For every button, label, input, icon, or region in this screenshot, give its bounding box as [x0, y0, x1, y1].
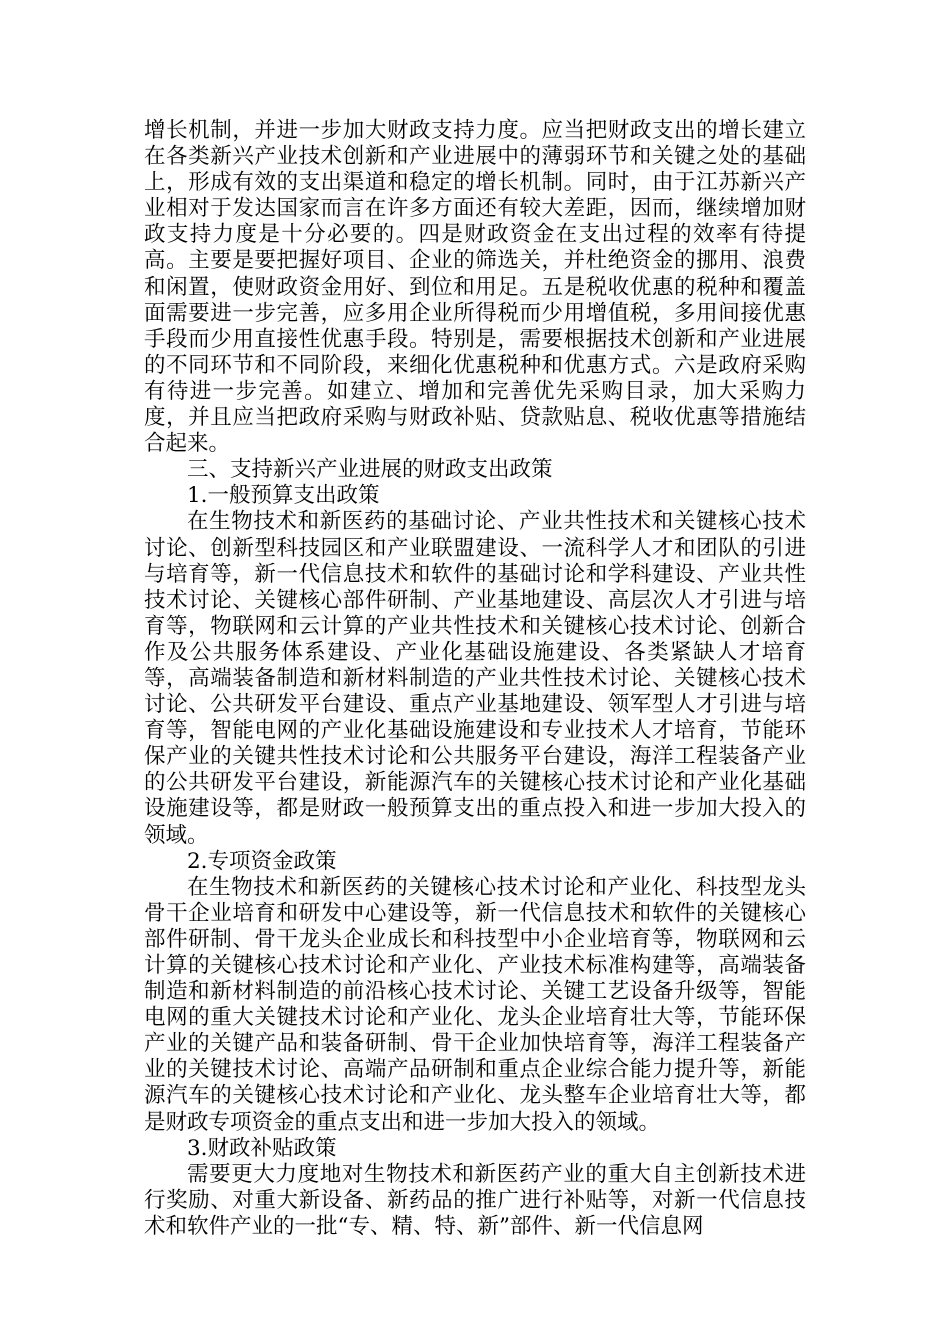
subsection-heading: 3.财政补贴政策 [187, 1135, 337, 1161]
body-paragraph: 增长机制，并进一步加大财政支持力度。应当把财政支出的增长建立在各类新兴产业技术创新和产业进展中的薄弱环节和关键之处的基础上，形成有效的支出渠道和稳定的增长机制。同时，由于江苏新兴产业相对于发达国家而言在许多方面还有较大差距，因而，继续增加财政支持力度是十分必要的。四是财政资金在支出过程的效率有待提高。主要是要把握好项目、企业的筛选关，并杜绝资金的挪用、浪费和闲置，使财政资金用好、到位和用足。五是税收优惠的税种和覆盖面需要进一步完善，应多用企业所得税而少用增值税，多用间接优惠手段而少用直接性优惠手段。特别是，需要根据技术创新和产业进展的不同环节和不同阶段，来细化优惠税种和优惠方式。六是政府采购有待进一步完善。如建立、增加和完善优先采购目录，加大采购力度，并且应当把政府采购与财政补贴、贷款贴息、税收优惠等措施结合起来。 [144, 118, 806, 457]
subsection-heading: 2.专项资金政策 [187, 848, 337, 874]
body-paragraph: 需要更大力度地对生物技术和新医药产业的重大自主创新技术进行奖励、对重大新设备、新药品的推广进行补贴等，对新一代信息技术和软件产业的一批“专、精、特、新”部件、新一代信息网 [144, 1161, 806, 1239]
section-heading: 三、支持新兴产业进展的财政支出政策 [187, 457, 553, 483]
body-paragraph: 在生物技术和新医药的关键核心技术讨论和产业化、科技型龙头骨干企业培育和研发中心建设等，新一代信息技术和软件的关键核心部件研制、骨干龙头企业成长和科技型中小企业培育等，物联网和云计算的关键核心技术讨论和产业化、产业技术标准构建等，高端装备制造和新材料制造的前沿核心技术讨论、关键工艺设备升级等，智能电网的重大关键技术讨论和产业化、龙头企业培育壮大等，节能环保产业的关键产品和装备研制、骨干企业加快培育等，海洋工程装备产业的关键技术讨论、高端产品研制和重点企业综合能力提升等，新能源汽车的关键核心技术讨论和产业化、龙头整车企业培育壮大等，都是财政专项资金的重点支出和进一步加大投入的领域。 [144, 874, 806, 1135]
body-paragraph: 在生物技术和新医药的基础讨论、产业共性技术和关键核心技术讨论、创新型科技园区和产业联盟建设、一流科学人才和团队的引进与培育等，新一代信息技术和软件的基础讨论和学科建设、产业共性技术讨论、关键核心部件研制、产业基地建设、高层次人才引进与培育等，物联网和云计算的产业共性技术和关键核心技术讨论、创新合作及公共服务体系建设、产业化基础设施建设、各类紧缺人才培育等，高端装备制造和新材料制造的产业共性技术讨论、关键核心技术讨论、公共研发平台建设、重点产业基地建设、领军型人才引进与培育等，智能电网的产业化基础设施建设和专业技术人才培育，节能环保产业的关键共性技术讨论和公共服务平台建设，海洋工程装备产业的公共研发平台建设，新能源汽车的关键核心技术讨论和产业化基础设施建设等，都是财政一般预算支出的重点投入和进一步加大投入的领域。 [144, 509, 806, 848]
document-page [144, 118, 806, 1240]
subsection-heading: 1.一般预算支出政策 [187, 483, 380, 509]
